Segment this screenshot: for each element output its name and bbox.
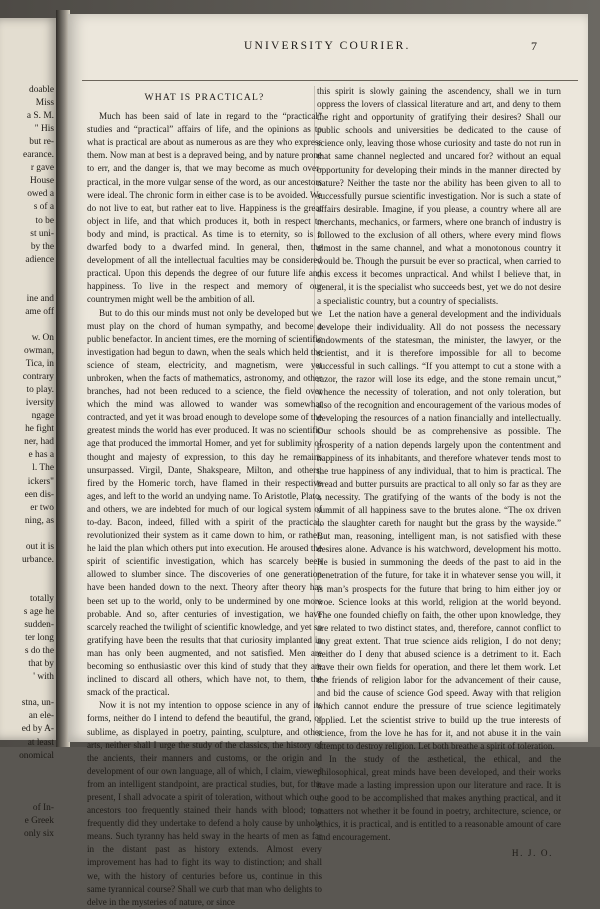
left-page-fragment-line: totally: [30, 593, 54, 604]
left-page-fragment-line: iversity: [25, 398, 54, 409]
left-page-fragment-line: l. The: [32, 463, 54, 474]
left-page-fragment-line: ' with: [33, 672, 54, 683]
left-page-fragment-line: ame off: [25, 306, 54, 317]
left-page-fragment-line: ine and: [26, 293, 54, 304]
left-page-fragment-line: urbance.: [21, 554, 54, 565]
left-column: [87, 89, 322, 909]
left-page-fragment-line: of In-: [32, 802, 54, 813]
left-page-fragment-line: to be: [35, 215, 54, 226]
left-page-fragment-line: an ele-: [28, 711, 54, 722]
article-paragraph: But to do this our minds must not only be developed but we must play on the chord of human sympathy, and become a public benefactor. In ancient times, ere the morning of scientific investigation had begun to dawn, when the seals which held the science of steam, electricity, and magnetism, were yet unbroken, when the facts of mathematics, astronomy, and other branches, had not been reduced to a science, the field over which the mind was allowed to wander was somewhat contracted, and yet it was broad enough to develope some of the greatest minds the world has ever produced. It was no scientific age that produced the immortal Homer, and yet for sublimity of thought and majesty of expression, to this day he remains unsurpassed. Virgil, Dante, Shakspeare, Milton, and others, fired by the Homeric torch, have flamed in their respective ages, and left to the world an undying name. To Aristotle, Plato, and others, we are indebted for much of our logical system of to-day. Bacon, indeed, filled with a spirit of the practical, revolutionized their system as it came down to him, or rather, he laid the plan which others put into execution. He aroused the spirit of scientific investigation, which has scarcely been allowed to slumber since. The discoveries of one generation have been handed down to the next. Theory after theory has been set up to the world, only to be undermined by one more probable. And so, after centuries of investigation, we have scarcely reached the twilight of scientific knowledge, and yet so gratifying have been the results that that curiosity implanted in man has only been augmented, and not satisfied. Men are becoming so enthusiastic over this kind of study that they are inclined to discard all others, which have not, to them, the smack of the practical.: [87, 307, 322, 698]
left-page-fragment-line: Tica, in: [25, 359, 54, 370]
left-page-fragment-line: st uni-: [30, 228, 54, 239]
author-signature: H. J. O.: [511, 848, 553, 859]
page-header: [68, 40, 588, 60]
left-page-fragment-line: sudden-: [24, 620, 54, 631]
left-page-fragment-line: by the: [30, 241, 54, 252]
left-page-fragment-line: ter long: [25, 633, 54, 644]
left-page-fragment-line: only six: [24, 828, 54, 839]
left-page-fragment-line: s of a: [33, 202, 54, 213]
left-page-fragment-line: s age he: [23, 607, 54, 617]
left-page-fragment-line: w. On: [31, 332, 54, 343]
article-paragraph: Let the nation have a general development and the individuals develope their individuality. All do not possess the necessary endowments of the statesman, the minister, the lawyer, or the scientist, and it is therefore impossible for all to become successful in such callings. “If you attempt to cut a stone with a razor, the razor will lose its edge, and the stone remain uncut,” whence the necessity of toleration, and not only toleration, but also of the recognition and encouragement of the various modes of developing the resources of a nation financially and intellectually. Our schools should be as comprehensive as possible. The prosperity of a nation depends largely upon the contentment and happiness of its inhabitants, and therefore whatever tends most to the true happiness of any individual, that to him is practical. The bread and butter pursuits are practical to all only so far as they are a necessity. The gratifying of the wants of the body is not the summit of all happiness save to the brutes alone. “The ox driven to the slaughter careth for naught but the grass by the wayside.” But man, reasoning, intelligent man, is not satisfied with these desires alone. Advance is his watchword, development his motto. He is busied in summoning the deeds of the past to aid in the penetration of the future, for take it in whatever sense you will, it is man’s prospects for the future that bring to him either joy or woe. Science looks at this world, religion at the world beyond. The one founded chiefly on faith, the other upon knowledge, they are related to two distinct states, and, therefore, cannot conflict to any great extent. That true science aids religion, I do not deny; neither do I deny that abused science is a detriment to it. Each have their own fields for operation, and there let them work. Let the friends of religion labor for the advancement of their cause, and bid the cause of science God speed. Away with that religion which cannot endure the pressure of true science legitimately applied. Let the scientist strive to build up the true interests of science, from the love he has for it, and not abuse it in the vain attempt to destroy religion. Let both breathe a spirit of toleration.: [317, 308, 561, 751]
left-page-fragment-line: e has a: [28, 450, 54, 461]
left-page-fragment-line: s do the: [24, 646, 54, 657]
newspaper-page: [68, 14, 588, 907]
left-page-fragment-line: he fight: [25, 424, 54, 435]
adjacent-page-fragment: [0, 18, 58, 839]
article-paragraph: In the study of the æsthetical, the ethical, and the philosophical, great minds have been developed, and their works have made a lasting impression upon our literature and race. It is the good to be accomplished that makes anything practical, and it matters not whether it be found in poetry, architecture, science, or ethics, it is practical, and is entitled to a reasonable amount of care and encouragement.: [317, 753, 561, 843]
left-page-fragment-line: stna, un-: [21, 698, 54, 709]
running-head: UNIVERSITY COURIER.: [244, 40, 411, 52]
left-page-fragment-line: ed by A-: [21, 724, 54, 735]
left-page-fragment-line: owed a: [27, 189, 54, 200]
left-page-fragment-line: ickers": [27, 476, 54, 487]
left-page-fragment-line: owman,: [24, 346, 54, 356]
article-title: WHAT IS PRACTICAL?: [144, 92, 265, 103]
article-paragraph: Now it is not my intention to oppose science in any of its forms, neither do I intend to defend the beautiful, the grand, or sublime, as displayed in poetry, painting, sculpture, and other arts, neither shall I urge the study of the classics, the history of the ancients, their manners and customs, or the origin and development of our own language, all of which, I claim, viewed from an intelligent standpoint, are practical studies, but, for the present, I shall advocate a spirit of toleration, without which our ancestors too frequently stained their hands with blood; too frequently did they undertake to defend a holy cause by unholy means. Such tyranny has held sway in the hearts of men as far in the distant past as history extends. Almost every improvement has had to fight its way to distinction; and shall we, with the history of centuries before us, continue in this same tyrannical course? Shall we curb that man who delights to delve in the mysteries of nature, or since: [87, 700, 322, 907]
left-page-fragment-line: er two: [30, 502, 54, 513]
left-page-fragment-line: earance.: [23, 150, 54, 161]
left-page-fragment-line: " His: [34, 124, 54, 135]
left-page-fragment-line: House: [30, 176, 54, 187]
header-rule: [82, 80, 578, 81]
article-paragraph: this spirit is slowly gaining the ascendency, shall we in turn oppress the lovers of classical literature and art, and deny to them the right and opportunity of gratifying their desires? Shall our public schools and universities be dedicated to the cause of science only, leaving those whose curiosity and taste do not run in that same channel neglected and uncared for? without an equal opportunity for developing their minds in the manner directed by nature? Neither the taste nor the ability has been given to all to successfully pursue scientific investigation. Nor is such a state of affairs desirable. Imagine, if you please, a country where all are merchants, mechanics, or farmers, where one branch of industry is followed to the exclusion of all others, where every mind flows almost in the same channel, and what a monotonous country it would be. Though the pursuit be ever so practical, when carried to this excess it becomes unpractical. And whilst I believe that, in general, it is the specialist who succeeds best, yet we do not desire a specialistic country, but a country of specialists.: [317, 86, 561, 306]
left-page-fragment-line: onomical: [19, 750, 54, 761]
left-page-fragment-line: Miss: [35, 98, 54, 109]
left-page-fragment-line: een dis-: [24, 489, 54, 500]
article-paragraph: Much has been said of late in regard to the “practical” studies and “practical” affairs of life, and the opinions as to what is practical are about as numerous as are they who express them. Now man at best is a depraved being, and by nature prone to err, and the danger is, that we may become as much over-practical, in the more vulgar sense of the word, as our ancestors were ideal. The chronic form in either case is to be avoided. We do not live to eat, but rather eat to live. Happiness is the great object in life, and that which produces it, both in respect to body and mind, is practical. As time is to eternity, so is a dwarfed body to a dwarfed mind. In general, then, the development of all the intellectual faculties may be considered practical. Upon this depends the degree of our future life and happiness. To live in the respect and memory of our countrymen might well be the ambition of all.: [87, 111, 322, 305]
left-page-fragment-line: doable: [29, 85, 54, 95]
left-page-fragment-line: out it is: [25, 541, 54, 552]
page-number: 7: [531, 39, 537, 53]
left-page-fragment-line: adience: [25, 254, 54, 265]
left-page-fragment-line: that by: [28, 659, 54, 670]
right-column: [317, 85, 561, 861]
left-page-fragment-line: ngage: [31, 411, 54, 422]
left-page-fragment-line: contrary: [22, 372, 54, 383]
left-page-fragment-line: to play.: [26, 385, 54, 396]
left-page-fragment-line: r gave: [30, 163, 54, 174]
left-page-fragment-line: a S. M.: [26, 111, 54, 122]
left-page-fragment-line: but re-: [29, 137, 54, 148]
left-page-fragment-line: at least: [27, 737, 54, 748]
left-page-fragment-line: ner, had: [24, 437, 54, 448]
left-page-fragment-line: ning, as: [24, 515, 54, 526]
left-page-fragment-line: e Greek: [24, 815, 54, 826]
